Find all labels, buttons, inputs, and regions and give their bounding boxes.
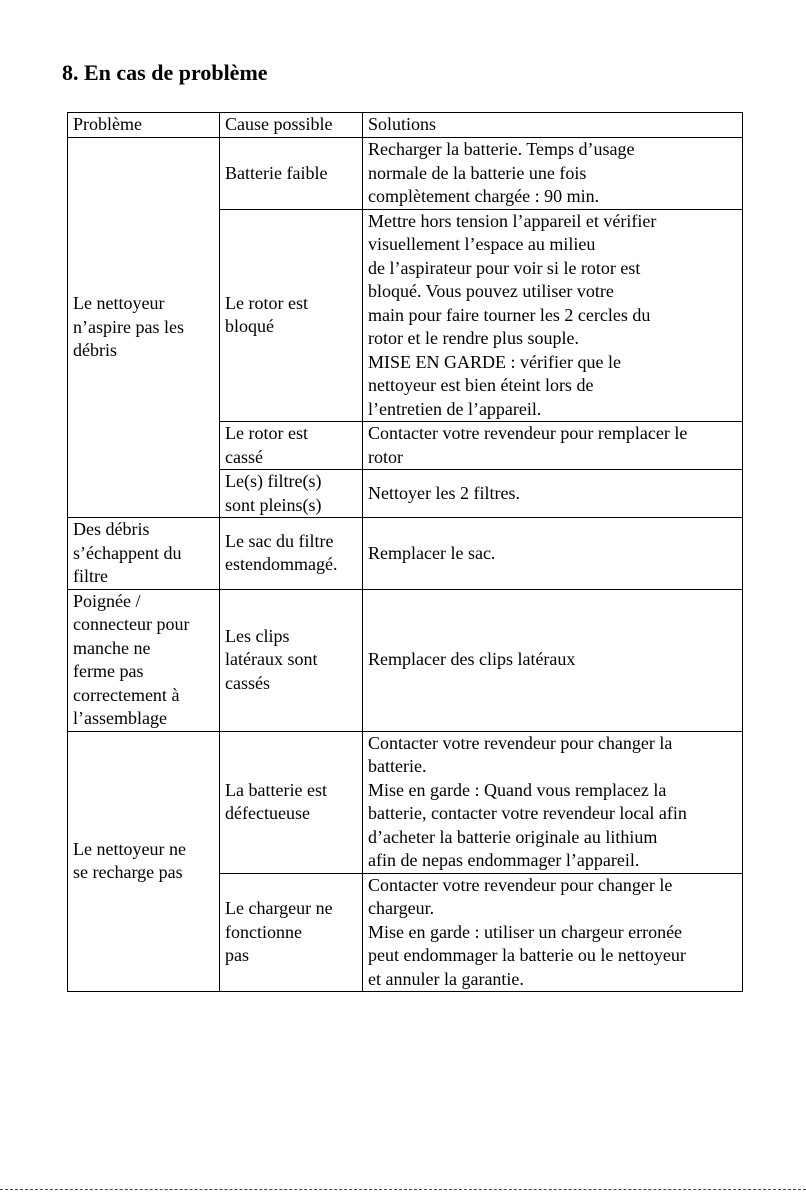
cause-cell: Le rotor est bloqué <box>220 209 363 422</box>
solution-cell: Contacter votre revendeur pour changer le chargeur. Mise en garde : utiliser un chargeur erronée peut endommager la batterie ou le nettoyeur et annuler la garantie. <box>363 873 743 992</box>
header-problem: Problème <box>68 113 220 138</box>
cause-cell: Le sac du filtre estendommagé. <box>220 518 363 590</box>
problem-cell: Le nettoyeur ne se recharge pas <box>68 731 220 992</box>
cause-cell: La batterie est défectueuse <box>220 731 363 873</box>
solution-cell: Contacter votre revendeur pour changer la batterie. Mise en garde : Quand vous remplacez la batterie, contacter votre revendeur local afin d’acheter la batterie originale au lithium afin de nepas endommager l’appareil. <box>363 731 743 873</box>
cause-cell: Le chargeur ne fonctionne pas <box>220 873 363 992</box>
table-header-row <box>68 113 743 138</box>
header-solutions: Solutions <box>363 113 743 138</box>
solution-cell: Remplacer le sac. <box>363 518 743 590</box>
table-row <box>68 138 743 210</box>
troubleshooting-table <box>67 112 743 992</box>
solution-cell: Remplacer des clips latéraux <box>363 589 743 731</box>
problem-cell: Poignée / connecteur pour manche ne ferme pas correctement à l’assemblage <box>68 589 220 731</box>
solution-cell: Contacter votre revendeur pour remplacer le rotor <box>363 422 743 470</box>
cause-cell: Les clips latéraux sont cassés <box>220 589 363 731</box>
cause-cell: Batterie faible <box>220 138 363 210</box>
page-bottom-divider <box>0 1189 806 1190</box>
problem-cell: Le nettoyeur n’aspire pas les débris <box>68 138 220 518</box>
solution-cell: Recharger la batterie. Temps d’usage normale de la batterie une fois complètement chargée : 90 min. <box>363 138 743 210</box>
solution-cell: Mettre hors tension l’appareil et vérifier visuellement l’espace au milieu de l’aspirateur pour voir si le rotor est bloqué. Vous pouvez utiliser votre main pour faire tourner les 2 cercles du rotor et le rendre plus souple. MISE EN GARDE : vérifier que le nettoyeur est bien éteint lors de l’entretien de l’appareil. <box>363 209 743 422</box>
table-row <box>68 589 743 731</box>
table-row <box>68 731 743 873</box>
cause-cell: Le rotor est cassé <box>220 422 363 470</box>
table-row <box>68 518 743 590</box>
solution-cell: Nettoyer les 2 filtres. <box>363 470 743 518</box>
header-cause: Cause possible <box>220 113 363 138</box>
problem-cell: Des débris s’échappent du filtre <box>68 518 220 590</box>
page-title: 8. En cas de problème <box>62 60 268 85</box>
cause-cell: Le(s) filtre(s) sont pleins(s) <box>220 470 363 518</box>
